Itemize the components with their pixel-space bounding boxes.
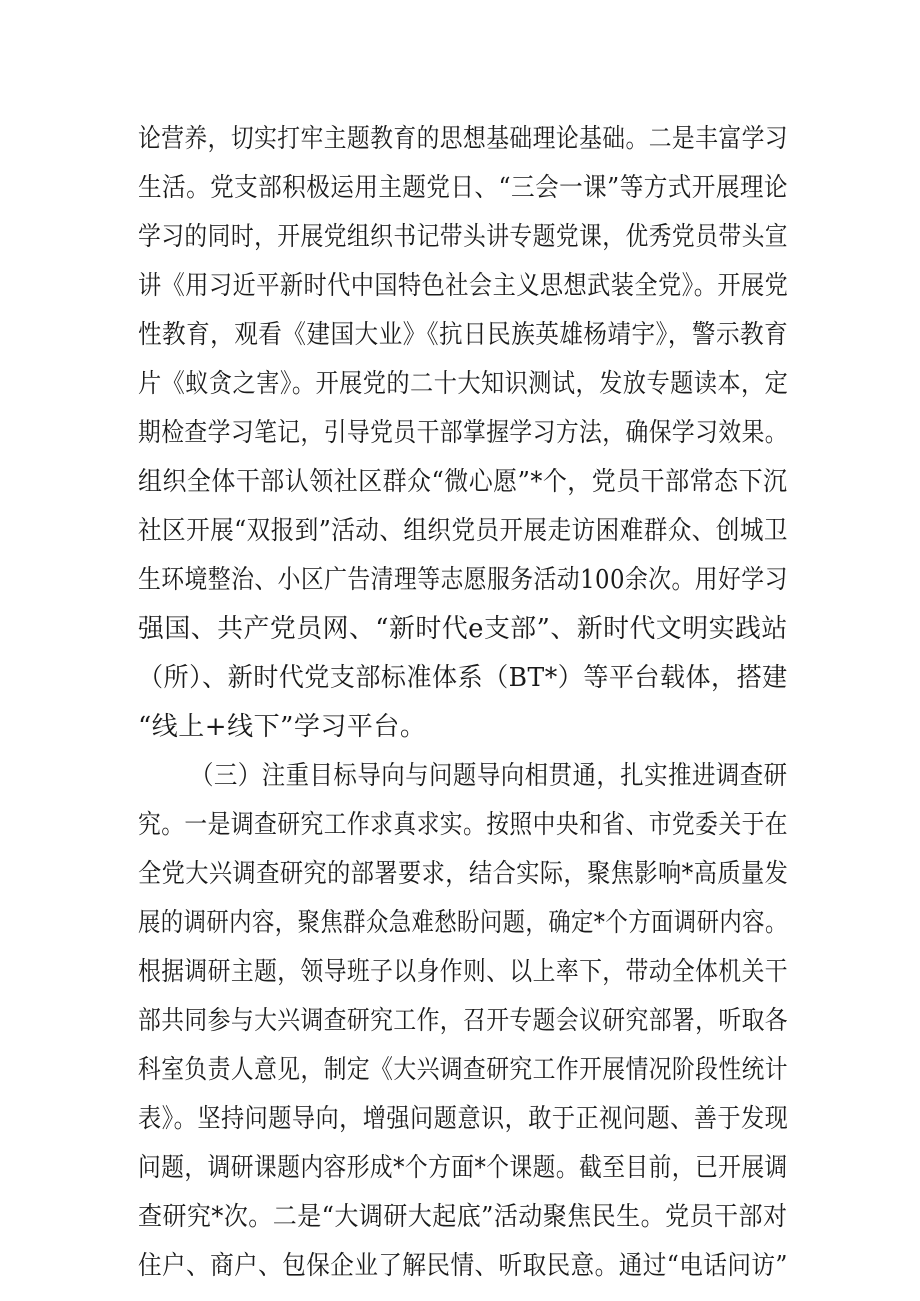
body-line: 期检查学习笔记，引导党员干部掌握学习方法，确保学习效果。 (138, 418, 789, 448)
body-line: 查研究*次。二是“大调研大起底”活动聚焦民生。党员干部对 (138, 1202, 788, 1232)
body-line: 部共同参与大兴调查研究工作，召开专题会议研究部署，听取各 (138, 1006, 789, 1036)
body-line: 全党大兴调查研究的部署要求，结合实际，聚焦影响*高质量发 (138, 859, 789, 889)
body-line: 社区开展“双报到”活动、组织党员开展走访困难群众、创城卫 (138, 516, 788, 546)
body-line: 性教育，观看《建国大业》《抗日民族英雄杨靖宇》，警示教育 (138, 320, 789, 350)
body-line: 根据调研主题，领导班子以身作则、以上率下，带动全体机关干 (138, 957, 789, 987)
body-line: “线上+线下”学习平台。 (138, 712, 427, 742)
body-line: 片《蚁贪之害》。开展党的二十大知识测试，发放专题读本，定 (138, 369, 789, 399)
section-heading-line: （三）注重目标导向与问题导向相贯通，扎实推进调查研 (190, 761, 788, 791)
body-line: 生环境整治、小区广告清理等志愿服务活动100余次。用好学习 (138, 565, 788, 595)
body-line: 论营养，切实打牢主题教育的思想基础理论基础。二是丰富学习 (138, 124, 789, 154)
body-line: 表》。坚持问题导向，增强问题意识，敢于正视问题、善于发现 (138, 1104, 789, 1134)
body-line: 科室负责人意见，制定《大兴调查研究工作开展情况阶段性统计 (138, 1055, 789, 1085)
body-line: 问题，调研课题内容形成*个方面*个课题。截至目前，已开展调 (138, 1153, 788, 1183)
body-line: 讲《用习近平新时代中国特色社会主义思想武装全党》。开展党 (138, 271, 789, 301)
body-line: 住户、商户、包保企业了解民情、听取民意。通过“电话问访” (138, 1251, 788, 1281)
body-line: 生活。党支部积极运用主题党日、“三会一课”等方式开展理论 (138, 173, 788, 203)
body-line: 究。一是调查研究工作求真求实。按照中央和省、市党委关于在 (138, 810, 789, 840)
body-line: （所）、新时代党支部标准体系（BT*）等平台载体，搭建 (138, 663, 788, 693)
body-line: 展的调研内容，聚焦群众急难愁盼问题，确定*个方面调研内容。 (138, 908, 788, 938)
body-line: 组织全体干部认领社区群众“微心愿”*个，党员干部常态下沉 (138, 467, 788, 497)
body-line: 强国、共产党员网、“新时代e支部”、新时代文明实践站 (138, 614, 788, 644)
body-line: 学习的同时，开展党组织书记带头讲专题党课，优秀党员带头宣 (138, 222, 789, 252)
